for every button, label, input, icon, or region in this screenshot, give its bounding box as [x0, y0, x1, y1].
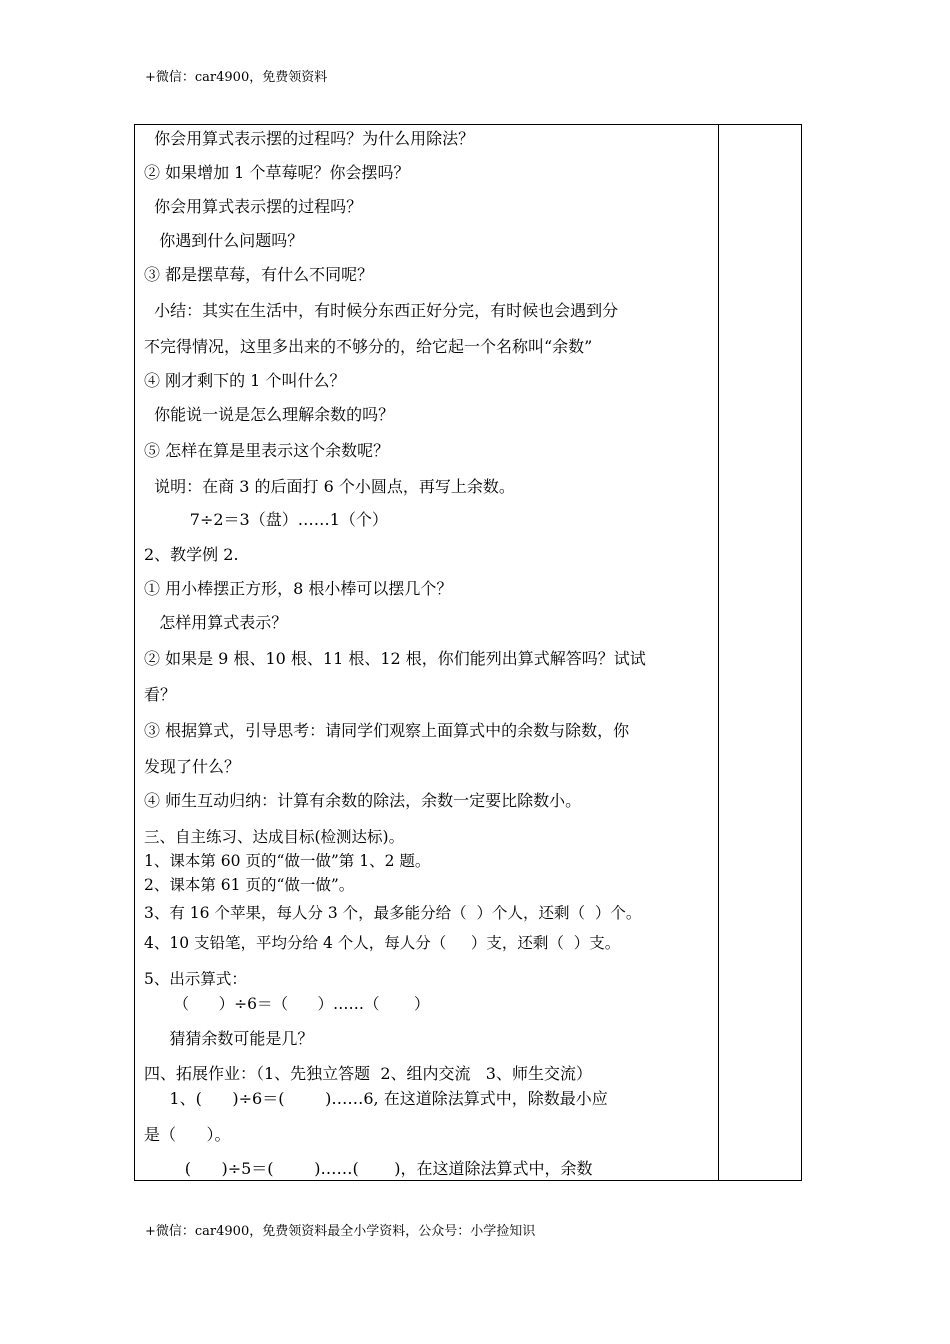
text-line: 说明：在商 3 的后面打 6 个小圆点，再写上余数。: [144, 477, 515, 496]
text-line: 不完得情况，这里多出来的不够分的，给它起一个名称叫“余数”: [144, 337, 593, 356]
text-line: 是（ ）。: [144, 1125, 231, 1144]
text-line: 看？: [144, 685, 177, 704]
text-line: 你遇到什么问题吗？: [144, 231, 304, 250]
text-line: 发现了什么？: [144, 757, 241, 776]
text-line: ( )÷5＝( )……( )，在这道除法算式中，余数: [144, 1159, 593, 1178]
text-line: 3、有 16 个苹果，每人分 3 个，最多能分给（ ）个人，还剩（ ）个。: [144, 904, 642, 922]
text-line: 四、拓展作业：（1、先独立答题 2、组内交流 3、师生交流）: [144, 1064, 592, 1083]
column-divider: [718, 125, 719, 1180]
text-line: 5、出示算式：: [144, 970, 247, 988]
text-line: ② 如果是 9 根、10 根、11 根、12 根，你们能列出算式解答吗？试试: [144, 649, 646, 668]
footer-note: +微信：car4900，免费领资料最全小学资料，公众号：小学捡知识: [145, 1224, 536, 1239]
text-line: 1、课本第 60 页的“做一做”第 1、2 题。: [144, 852, 431, 870]
text-line: 三、自主练习、达成目标(检测达标)。: [144, 828, 405, 846]
text-line: ③ 都是摆草莓，有什么不同呢？: [144, 265, 374, 284]
lesson-content-cell: [135, 125, 718, 1180]
formula-line: （ ）÷6＝（ ）……（ ）: [144, 995, 430, 1013]
text-line: ① 用小棒摆正方形，8 根小棒可以摆几个？: [144, 579, 453, 598]
text-line: ④ 刚才剩下的 1 个叫什么？: [144, 371, 346, 390]
lesson-table: [134, 124, 802, 1181]
text-line: ④ 师生互动归纳：计算有余数的除法，余数一定要比除数小。: [144, 791, 582, 810]
text-line: 1、( )÷6＝( )……6, 在这道除法算式中，除数最小应: [144, 1089, 608, 1108]
text-line: 2、课本第 61 页的“做一做”。: [144, 876, 355, 894]
formula-line: 7÷2＝3（盘）……1（个）: [144, 510, 388, 529]
text-line: 2、教学例 2.: [144, 545, 239, 564]
text-line: 你能说一说是怎么理解余数的吗？: [144, 405, 395, 424]
text-line: ② 如果增加 1 个草莓呢？你会摆吗？: [144, 163, 410, 182]
text-line: 你会用算式表示摆的过程吗？为什么用除法？: [144, 129, 475, 148]
text-line: 怎样用算式表示？: [144, 613, 288, 632]
header-note: +微信：car4900，免费领资料: [145, 70, 328, 85]
text-line: 猜猜余数可能是几？: [144, 1029, 314, 1048]
text-line: 4、10 支铅笔，平均分给 4 个人，每人分（ ）支，还剩（ ）支。: [144, 934, 621, 952]
text-line: 你会用算式表示摆的过程吗？: [144, 197, 363, 216]
text-line: ⑤ 怎样在算是里表示这个余数呢？: [144, 441, 390, 460]
text-line: 小结：其实在生活中，有时候分东西正好分完，有时候也会遇到分: [144, 301, 619, 320]
text-line: ③ 根据算式，引导思考：请同学们观察上面算式中的余数与除数，你: [144, 721, 630, 740]
